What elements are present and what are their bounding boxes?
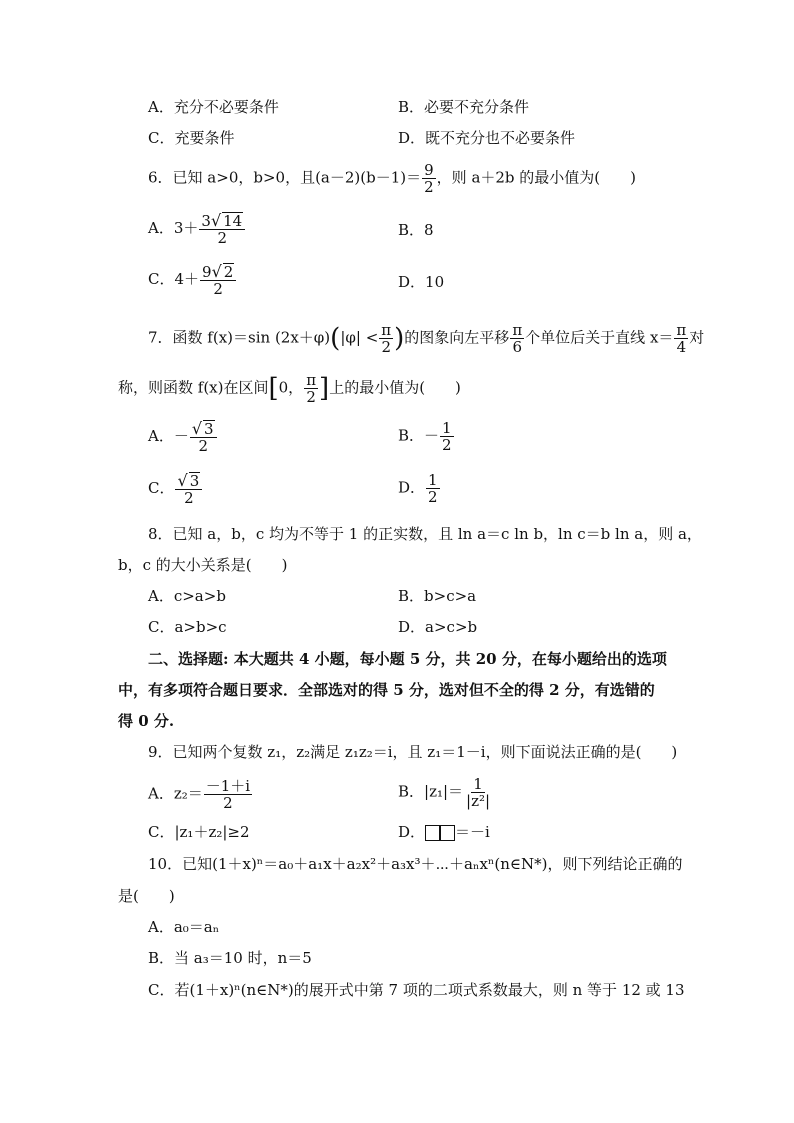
q7-option-d xyxy=(398,472,441,505)
q9-b-den: |z²| xyxy=(466,792,491,810)
q7-b-num: 1 xyxy=(442,419,452,437)
q7-six: 6 xyxy=(512,338,523,356)
q7-interval-left: 0， xyxy=(278,378,304,397)
q9-b-num: 1 xyxy=(473,775,483,793)
q6-c-fraction: $\frac{9√ 2}{2}$ xyxy=(200,263,236,297)
q6-a-coef: 3 xyxy=(201,212,211,230)
q6-a-den: 2 xyxy=(217,229,228,247)
q7-pi: π xyxy=(676,321,687,339)
q9-a-label: A．z₂＝ xyxy=(148,784,203,803)
q7-condition: |φ| < xyxy=(340,328,379,347)
q7-d-fraction xyxy=(426,472,440,505)
q9-a-den: 2 xyxy=(223,794,233,812)
q6-option-b: B．8 xyxy=(398,221,434,239)
q7-part1: 7．函数 f(x)＝sin (2x＋φ) xyxy=(148,328,331,347)
q6-a-fraction: $\frac{3√ 14}{2}$ xyxy=(199,212,245,246)
q7-c-radicand: 3 xyxy=(189,472,200,490)
q7-part4: 对 xyxy=(689,328,705,347)
q7-line2: 称，则函数 f(x)在区间[0， $\frac{\pi}{2}$ ]上的最小值为( ) xyxy=(118,371,461,406)
q9-option-d xyxy=(398,822,490,842)
q6-stem-pre: 6．已知 a>0，b>0，且(a－2)(b－1)＝ xyxy=(148,168,422,187)
q7-d-den: 2 xyxy=(428,488,438,506)
q9-stem: 9．已知两个复数 z₁，z₂满足 z₁z₂＝i，且 z₁＝1－i，则下面说法正确的是( ) xyxy=(148,743,678,761)
q6-c-coef: 9 xyxy=(202,263,212,281)
q6-option-a xyxy=(148,212,246,246)
q7-two: 2 xyxy=(306,388,316,406)
q5-option-d: D．既不充分也不必要条件 xyxy=(398,129,576,147)
q9-b-label: B．|z₁|＝ xyxy=(398,782,464,801)
q9-d-placeholder-box xyxy=(440,825,455,841)
q7-c-label: C． xyxy=(148,479,175,497)
q8-option-c: C．a>b>c xyxy=(148,618,227,636)
q7-option-a xyxy=(148,420,218,454)
q6-a-radicand: 14 xyxy=(223,212,243,230)
q6-a-label: A．3＋ xyxy=(148,219,199,237)
q6-option-d: D．10 xyxy=(398,273,445,291)
q5-option-c: C．充要条件 xyxy=(148,129,235,147)
q9-d-label: D． xyxy=(398,823,426,841)
q7-a-label: A．－ xyxy=(148,427,189,445)
q8-option-b: B．b>c>a xyxy=(398,587,477,605)
q10-option-a: A．a₀＝aₙ xyxy=(148,918,220,936)
q7-part3: 个单位后关于直线 x＝ xyxy=(525,328,674,347)
q9-b-fraction xyxy=(464,776,492,809)
q7-pi: π xyxy=(381,321,392,339)
q8-option-a: A．c>a>b xyxy=(148,587,226,605)
q6-fraction xyxy=(422,162,436,195)
q7-a-fraction: $\frac{√ 3}{2}$ xyxy=(190,420,217,454)
q6-frac-den: 2 xyxy=(424,178,434,196)
q8-line1: 8．已知 a，b，c 均为不等于 1 的正实数，且 ln a＝c ln b，ln c＝b ln a，则 a， xyxy=(148,525,702,543)
section2-title: 二、选择题: 本大题共 4 小题，每小题 5 分，共 20 分，在每小题给出的选项 xyxy=(148,650,667,668)
q7-four: 4 xyxy=(676,338,687,356)
q10-line1: 10．已知(1＋x)ⁿ＝a₀＋a₁x＋a₂x²＋a₃x³＋⋯＋aₙxⁿ(n∈N*)，则下列结论正确的 xyxy=(148,855,683,873)
q6-c-radicand: 2 xyxy=(223,263,234,281)
q7-line2-a: 称，则函数 f(x)在区间 xyxy=(118,378,269,397)
q7-pi-over-6 xyxy=(510,322,524,355)
q6-c-den: 2 xyxy=(213,280,223,298)
q7-d-num: 1 xyxy=(428,471,438,489)
q10-line2: 是( ) xyxy=(118,887,175,905)
q7-b-fraction xyxy=(440,420,454,453)
q7-pi: π xyxy=(512,321,523,339)
q8-option-d: D．a>c>b xyxy=(398,618,478,636)
q7-c-fraction: $\frac{√ 3}{2}$ xyxy=(175,472,202,506)
q7-a-radicand: 3 xyxy=(204,420,214,438)
q9-option-b xyxy=(398,776,493,809)
q6-stem-post: ，则 a＋2b 的最小值为( ) xyxy=(436,168,637,187)
q10-option-c: C．若(1＋x)ⁿ(n∈N*)的展开式中第 7 项的二项式系数最大，则 n 等于 12 或 13 xyxy=(148,981,685,999)
q5-option-a: A．充分不必要条件 xyxy=(148,98,279,116)
q7-line2-b: 上的最小值为( ) xyxy=(329,378,461,397)
q9-option-a xyxy=(148,778,253,811)
q7-pi-over-4 xyxy=(674,322,688,355)
q7-pi-over-2 xyxy=(379,322,393,355)
q7-c-den: 2 xyxy=(184,489,194,507)
q9-a-num: －1＋i xyxy=(205,777,251,795)
q6-stem xyxy=(148,162,636,195)
section2-line3: 得 0 分. xyxy=(118,712,175,730)
q6-frac-num: 9 xyxy=(424,161,434,179)
q9-option-c: C．|z₁＋z₂|≥2 xyxy=(148,823,250,841)
q8-line2: b，c 的大小关系是( ) xyxy=(118,556,288,574)
q7-d-label: D． xyxy=(398,478,426,497)
q6-option-c xyxy=(148,263,237,297)
q7-pi: π xyxy=(306,371,317,389)
q7-two: 2 xyxy=(381,338,391,356)
q9-a-fraction xyxy=(204,778,252,811)
q7-b-den: 2 xyxy=(442,436,452,454)
q9-d-post: ＝－i xyxy=(455,823,490,841)
q7-option-b xyxy=(398,420,455,453)
section2-line2: 中，有多项符合题日要求．全部选对的得 5 分，选对但不全的得 2 分，有选错的 xyxy=(118,681,655,699)
q7-interval-right xyxy=(304,372,318,405)
q6-c-label: C．4＋ xyxy=(148,270,200,288)
q9-d-placeholder-box xyxy=(425,825,440,841)
q7-line1: 7．函数 f(x)＝sin (2x＋φ)(|φ| < $\frac{\pi}{2}$ )的图象向左平移 $\frac{\pi}{6}$ 个单位后关于直线 x＝ $\frac{\pi}{4}$ 对 xyxy=(148,321,705,356)
q7-part2: 的图象向左平移 xyxy=(404,328,510,347)
q7-a-den: 2 xyxy=(198,437,208,455)
q5-option-b: B．必要不充分条件 xyxy=(398,98,530,116)
q7-option-c xyxy=(148,472,203,506)
q10-option-b: B．当 a₃＝10 时，n＝5 xyxy=(148,949,312,967)
q7-b-label: B．－ xyxy=(398,426,440,445)
